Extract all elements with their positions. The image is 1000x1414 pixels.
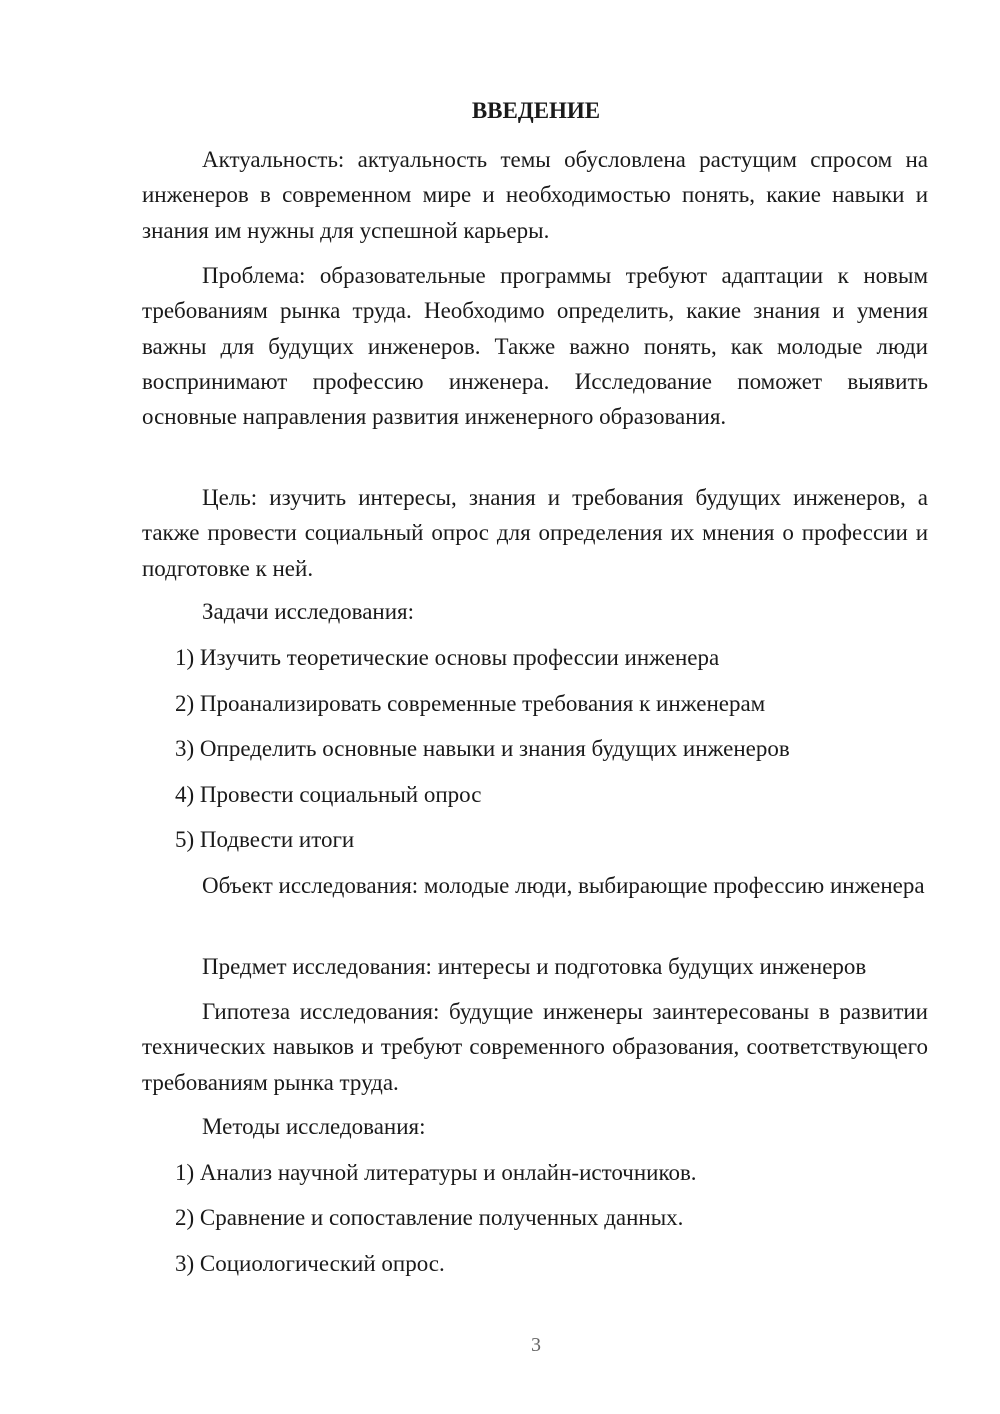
page-number: 3 [531, 1334, 541, 1356]
task-item: 1) Изучить теоретические основы профессии инженера [175, 645, 720, 670]
methods-heading: Методы исследования: [202, 1114, 426, 1139]
object-paragraph: Объект исследования: молодые люди, выбирающие профессию инженера [202, 873, 925, 898]
method-item: 2) Сравнение и сопоставление полученных данных. [175, 1205, 684, 1230]
problem-paragraph: Проблема: образовательные программы требуют адаптации к новым требованиям рынка труда. Необходимо определить, какие знания и умения важны для будущих инженеров. Также важно понять, как молодые люди воспринимают профессию инженера. Исследование поможет выявить основные направления развития инженерного образования. [142, 263, 928, 430]
method-item: 3) Социологический опрос. [175, 1251, 445, 1276]
tasks-heading: Задачи исследования: [202, 599, 415, 624]
hypothesis-paragraph: Гипотеза исследования: будущие инженеры заинтересованы в развитии технических навыков и требуют современного образования, соответствующего требованиям рынка труда. [142, 999, 928, 1095]
task-item: 5) Подвести итоги [175, 827, 355, 852]
page-title: ВВЕДЕНИЕ [471, 98, 601, 123]
task-item: 4) Провести социальный опрос [175, 782, 482, 807]
method-item: 1) Анализ научной литературы и онлайн-источников. [175, 1160, 697, 1185]
task-item: 2) Проанализировать современные требования к инженерам [175, 691, 766, 716]
goal-paragraph: Цель: изучить интересы, знания и требования будущих инженеров, а также провести социальный опрос для определения их мнения о профессии и подготовке к ней. [142, 485, 928, 581]
relevance-paragraph: Актуальность: актуальность темы обусловлена растущим спросом на инженеров в современном мире и необходимостью понять, какие навыки и знания им нужны для успешной карьеры. [142, 147, 928, 243]
task-item: 3) Определить основные навыки и знания будущих инженеров [175, 736, 790, 761]
subject-paragraph: Предмет исследования: интересы и подготовка будущих инженеров [202, 954, 867, 979]
